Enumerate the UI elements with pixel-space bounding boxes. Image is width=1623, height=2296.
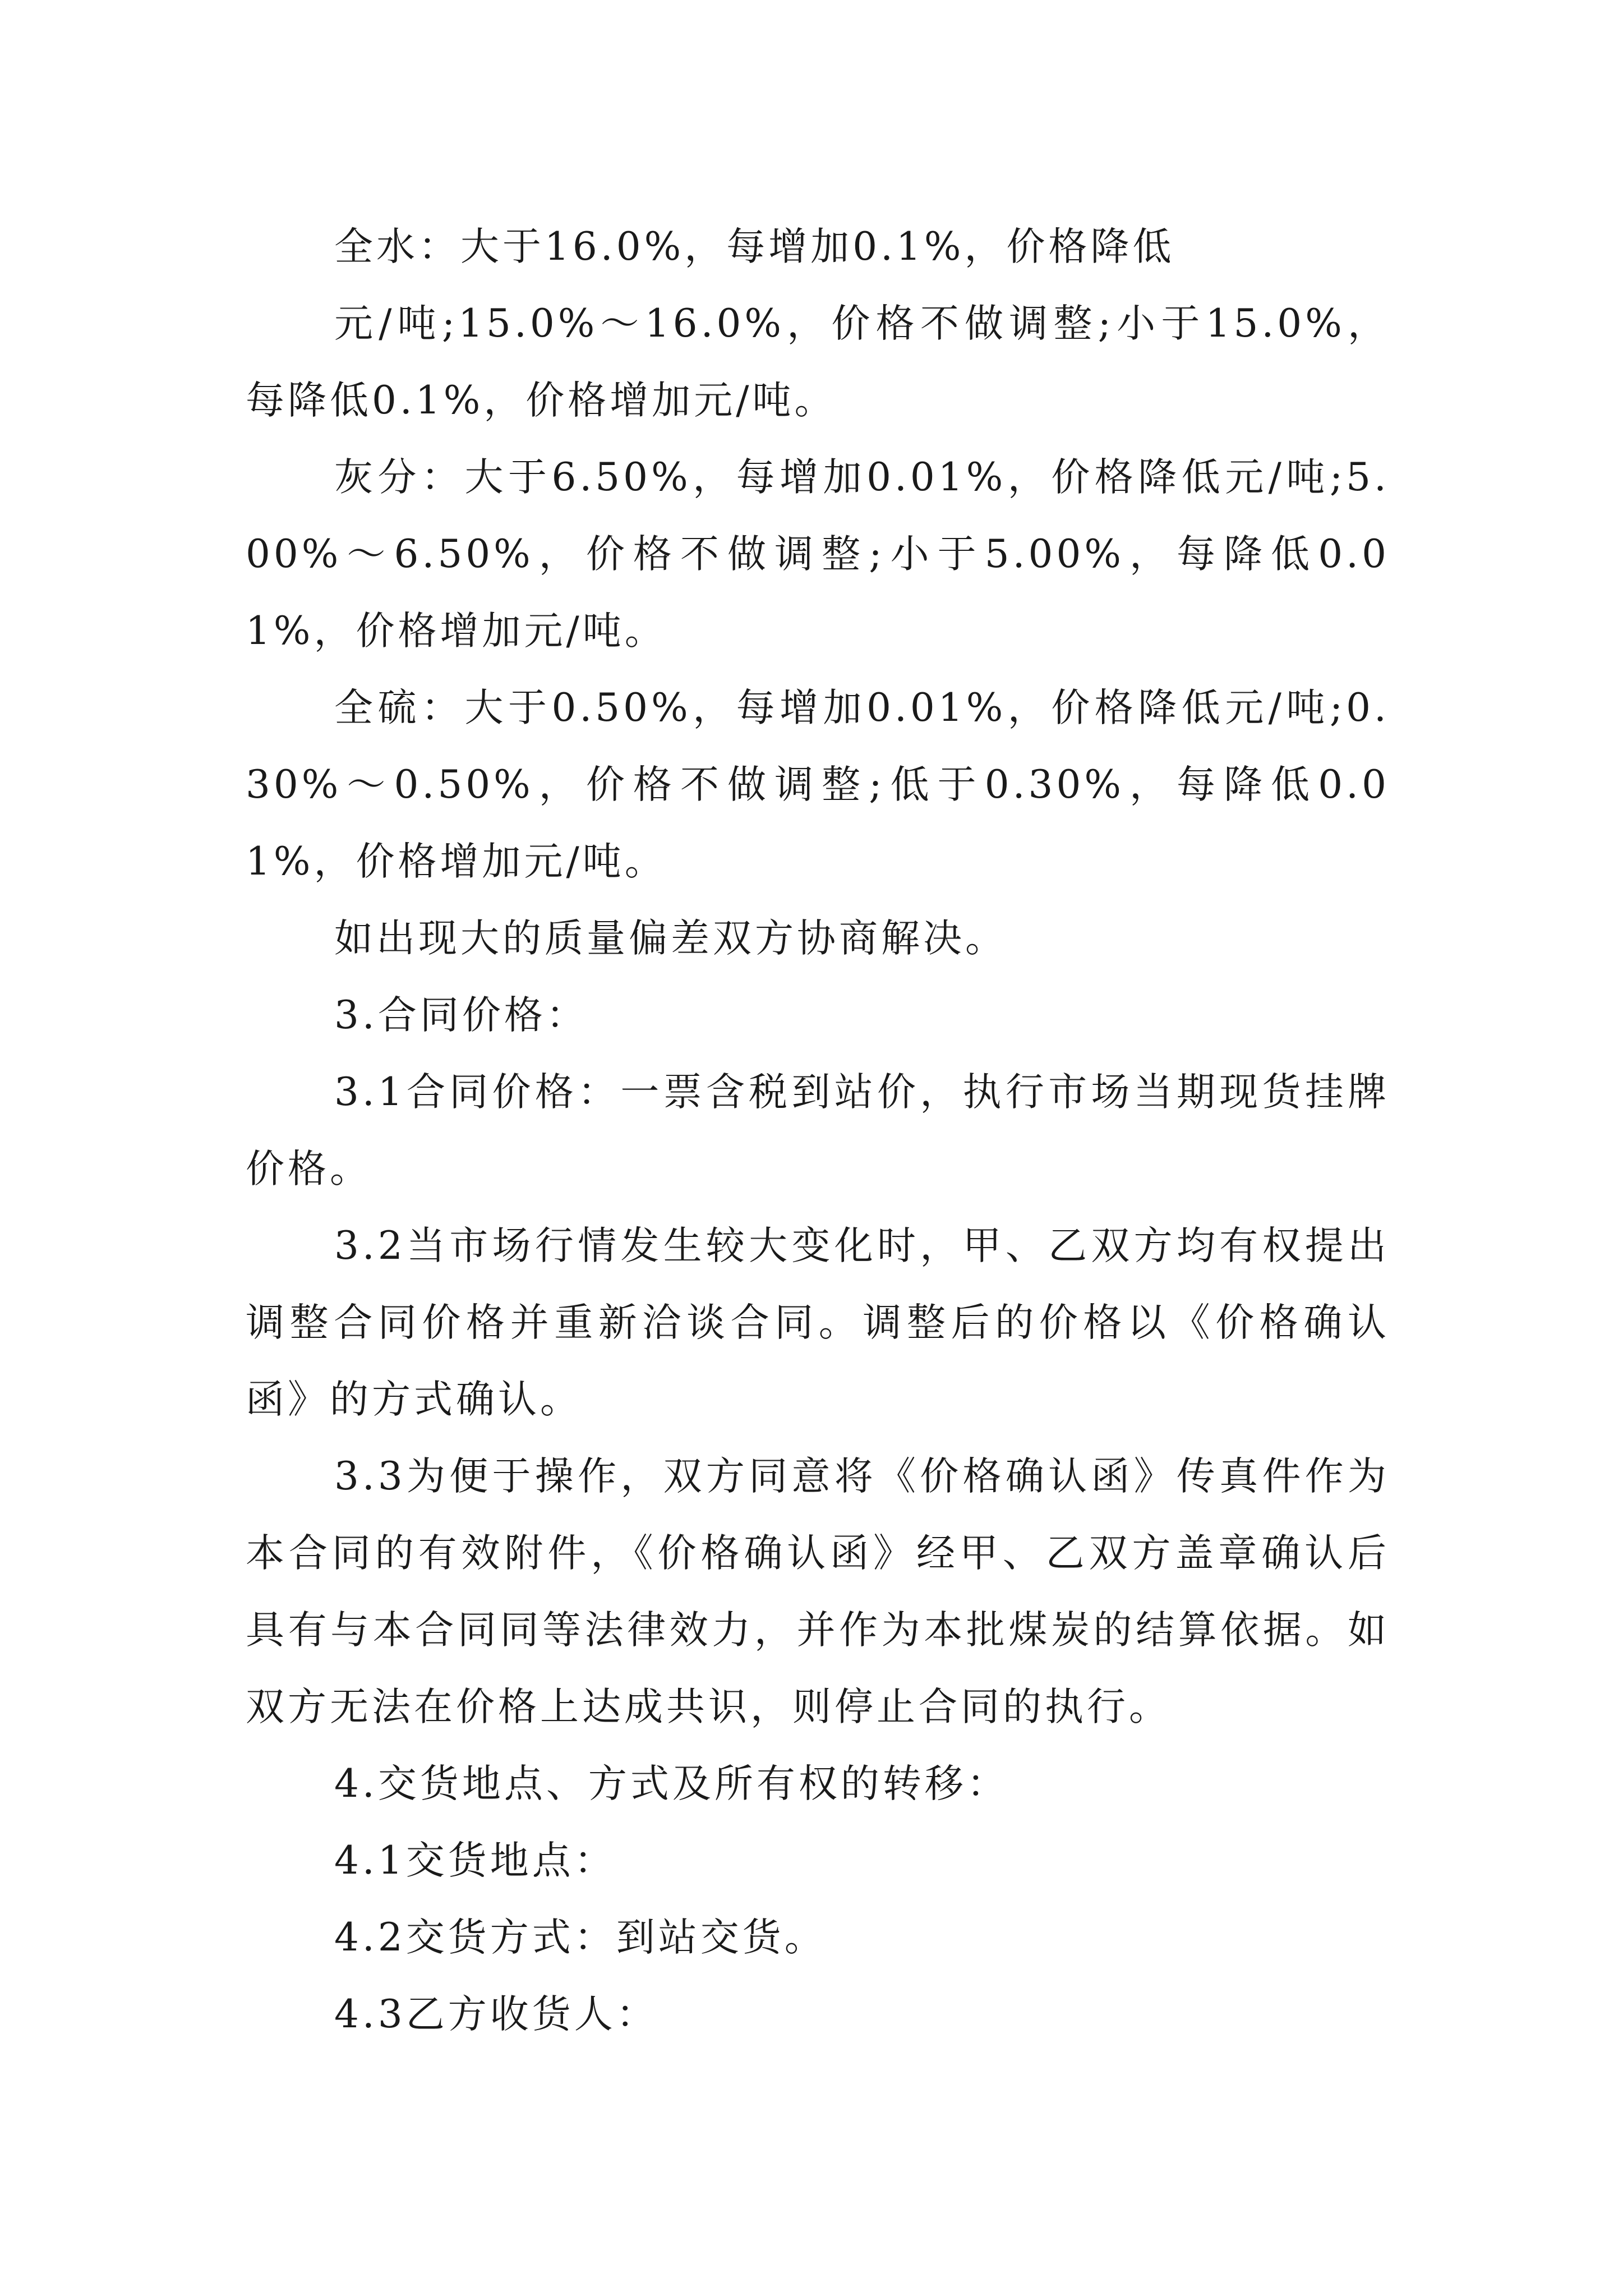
paragraph-total-moisture: 全水：大于16.0%，每增加0.1%，价格降低	[334, 224, 1175, 269]
clause-4-3: 4.3乙方收货人：	[334, 1992, 658, 2037]
paragraph-total-sulfur: 全硫：大于0.50%，每增加0.01%，价格降低元/吨;0.30%～0.50%，价格不做调整;低于0.30%，每降低0.01%，价格增加元/吨。	[246, 685, 1390, 884]
clause-3-2: 3.2当市场行情发生较大变化时，甲、乙双方均有权提出调整合同价格并重新洽谈合同。调整后的价格以《价格确认函》的方式确认。	[246, 1223, 1390, 1422]
section-heading-contract-price: 3.合同价格：	[334, 993, 588, 1038]
clause-3-3: 3.3为便于操作，双方同意将《价格确认函》传真件作为本合同的有效附件，《价格确认函》经甲、乙双方盖章确认后具有与本合同同等法律效力，并作为本批煤炭的结算依据。如双方无法在价格上达成共识，则停止合同的执行。	[246, 1454, 1390, 1729]
paragraph-quality-deviation: 如出现大的质量偏差双方协商解决。	[334, 916, 1007, 961]
document-body	[246, 209, 1390, 2053]
paragraph-total-moisture-continued: 元/吨;15.0%～16.0%，价格不做调整;小于15.0%，每降低0.1%，价格增加元/吨。	[246, 301, 1390, 423]
paragraph-ash: 灰分：大于6.50%，每增加0.01%，价格降低元/吨;5.00%～6.50%，价格不做调整;小于5.00%，每降低0.01%，价格增加元/吨。	[246, 455, 1390, 654]
section-heading-delivery: 4.交货地点、方式及所有权的转移：	[334, 1761, 1009, 1806]
clause-4-1: 4.1交货地点：	[334, 1838, 616, 1883]
clause-3-1: 3.1合同价格：一票含税到站价，执行市场当期现货挂牌价格。	[246, 1070, 1390, 1191]
clause-4-2: 4.2交货方式：到站交货。	[334, 1915, 827, 1960]
